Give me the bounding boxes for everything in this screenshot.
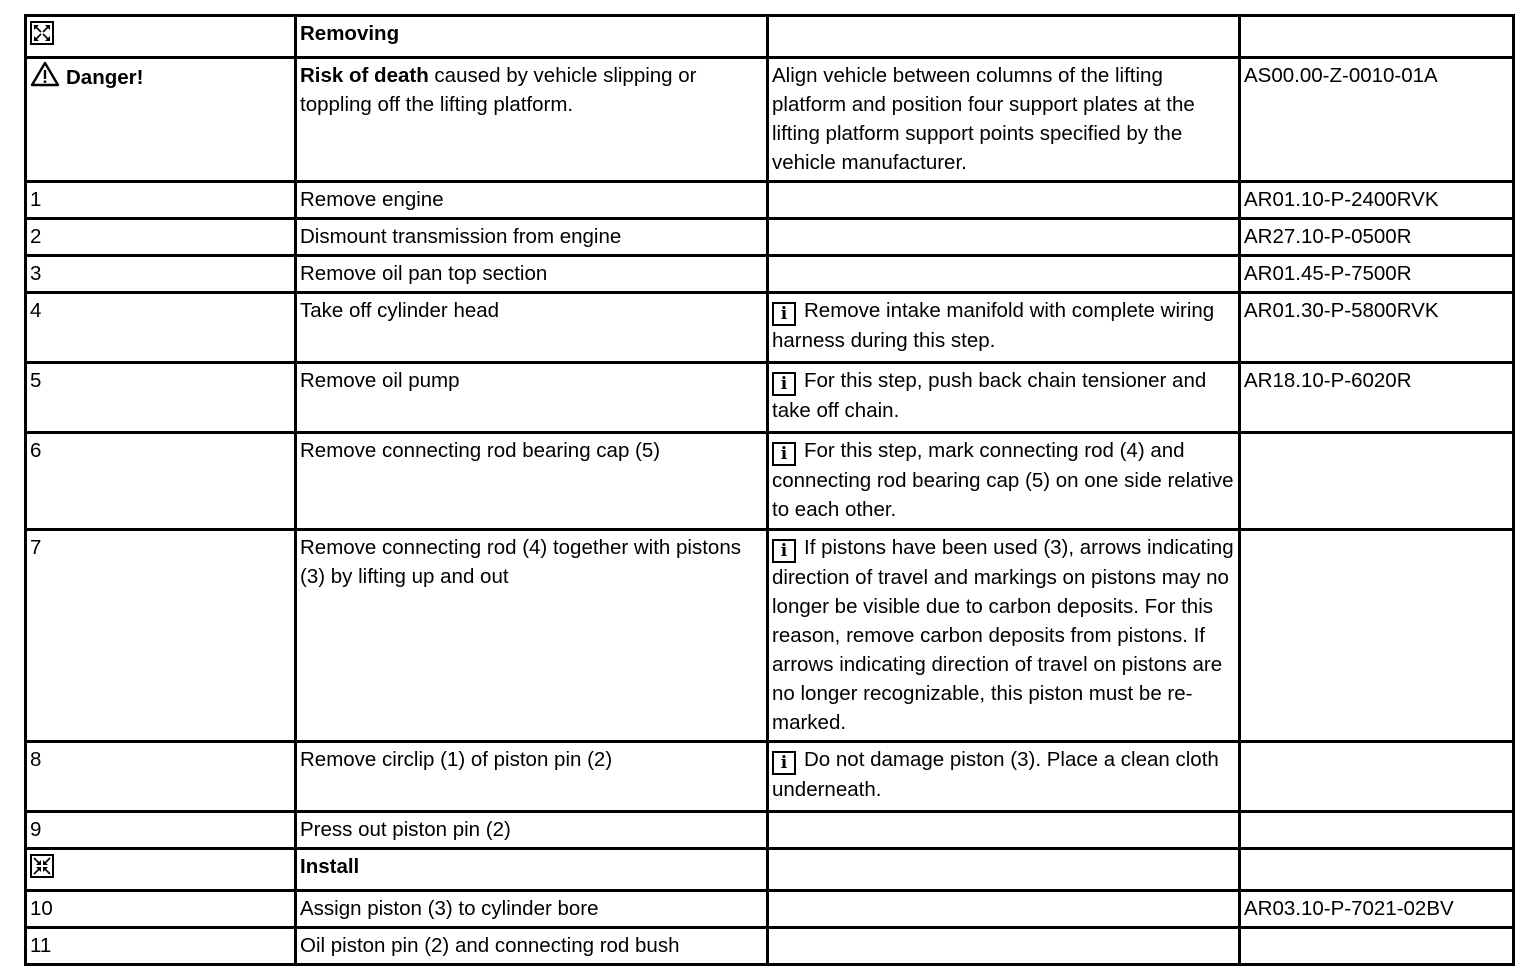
table-row [26, 58, 1514, 182]
table-row [26, 812, 1514, 849]
note-cell [768, 182, 1240, 219]
step-description: Remove circlip (1) of piston pin (2) [296, 742, 768, 812]
table-row [26, 363, 1514, 433]
step-number: 5 [26, 363, 296, 433]
note-text: Do not damage piston (3). Place a clean cloth underneath. [772, 748, 1219, 801]
danger-cell [26, 58, 296, 182]
step-description: Oil piston pin (2) and connecting rod bush [296, 928, 768, 965]
procedure-table [24, 14, 1515, 966]
reference-cell: AR03.10-P-7021-02BV [1240, 891, 1514, 928]
step-description: Remove engine [296, 182, 768, 219]
note-cell [768, 891, 1240, 928]
step-icon-cell [26, 16, 296, 58]
reference-cell [1240, 16, 1514, 58]
note-cell [768, 433, 1240, 530]
table-row [26, 256, 1514, 293]
note-cell [768, 16, 1240, 58]
reference-cell [1240, 928, 1514, 965]
step-number: 8 [26, 742, 296, 812]
table-row [26, 219, 1514, 256]
expand-arrows-icon [30, 21, 54, 45]
note-cell [768, 928, 1240, 965]
note-text: If pistons have been used (3), arrows indicating direction of travel and markings on pistons may no longer be visible due to carbon deposits. For this reason, remove carbon deposits from pistons. If arrows indicating direction of travel on pistons are no longer recognizable, this piston must be re-marked. [772, 536, 1234, 734]
step-description: Remove oil pan top section [296, 256, 768, 293]
table-row [26, 16, 1514, 58]
reference-cell [1240, 530, 1514, 742]
reference-cell: AR01.30-P-5800RVK [1240, 293, 1514, 363]
step-number: 11 [26, 928, 296, 965]
reference-cell [1240, 742, 1514, 812]
step-number: 7 [26, 530, 296, 742]
step-number: 1 [26, 182, 296, 219]
note-cell [768, 742, 1240, 812]
step-description [296, 58, 768, 182]
note-cell [768, 219, 1240, 256]
table-row [26, 530, 1514, 742]
note-cell [768, 812, 1240, 849]
step-description: Remove connecting rod bearing cap (5) [296, 433, 768, 530]
reference-cell: AS00.00-Z-0010-01A [1240, 58, 1514, 182]
section-title: Removing [296, 16, 768, 58]
reference-cell [1240, 849, 1514, 891]
table-row [26, 433, 1514, 530]
warning-triangle-icon [30, 61, 60, 95]
note-cell [768, 363, 1240, 433]
note-cell [768, 256, 1240, 293]
section-title: Install [296, 849, 768, 891]
step-description: Dismount transmission from engine [296, 219, 768, 256]
compress-arrows-icon [30, 854, 54, 878]
info-icon: i [772, 539, 796, 563]
note-text: For this step, mark connecting rod (4) and connecting rod bearing cap (5) on one side relative to each other. [772, 439, 1234, 521]
risk-label: Risk of death [300, 64, 429, 87]
reference-cell: AR18.10-P-6020R [1240, 363, 1514, 433]
note-text: For this step, push back chain tensioner and take off chain. [772, 369, 1207, 422]
table-row [26, 182, 1514, 219]
reference-cell: AR27.10-P-0500R [1240, 219, 1514, 256]
info-icon: i [772, 442, 796, 466]
step-number: 9 [26, 812, 296, 849]
info-icon: i [772, 751, 796, 775]
reference-cell [1240, 433, 1514, 530]
reference-cell: AR01.45-P-7500R [1240, 256, 1514, 293]
info-icon: i [772, 302, 796, 326]
danger-label: Danger! [66, 66, 144, 89]
note-cell: Align vehicle between columns of the lifting platform and position four support plates at the lifting platform support points specified by the vehicle manufacturer. [768, 58, 1240, 182]
step-number: 2 [26, 219, 296, 256]
table-row [26, 928, 1514, 965]
step-description: Take off cylinder head [296, 293, 768, 363]
note-text: Remove intake manifold with complete wiring harness during this step. [772, 299, 1215, 352]
step-description: Remove oil pump [296, 363, 768, 433]
risk-text: caused by vehicle slipping or toppling off the lifting platform. [300, 64, 697, 116]
note-cell [768, 293, 1240, 363]
table-row [26, 293, 1514, 363]
reference-cell [1240, 812, 1514, 849]
step-description: Remove connecting rod (4) together with pistons (3) by lifting up and out [296, 530, 768, 742]
note-cell [768, 849, 1240, 891]
info-icon: i [772, 372, 796, 396]
step-icon-cell [26, 849, 296, 891]
step-number: 3 [26, 256, 296, 293]
table-row [26, 742, 1514, 812]
step-description: Press out piston pin (2) [296, 812, 768, 849]
reference-cell: AR01.10-P-2400RVK [1240, 182, 1514, 219]
step-description: Assign piston (3) to cylinder bore [296, 891, 768, 928]
note-cell [768, 530, 1240, 742]
step-number: 6 [26, 433, 296, 530]
step-number: 10 [26, 891, 296, 928]
table-row [26, 849, 1514, 891]
table-row [26, 891, 1514, 928]
step-number: 4 [26, 293, 296, 363]
